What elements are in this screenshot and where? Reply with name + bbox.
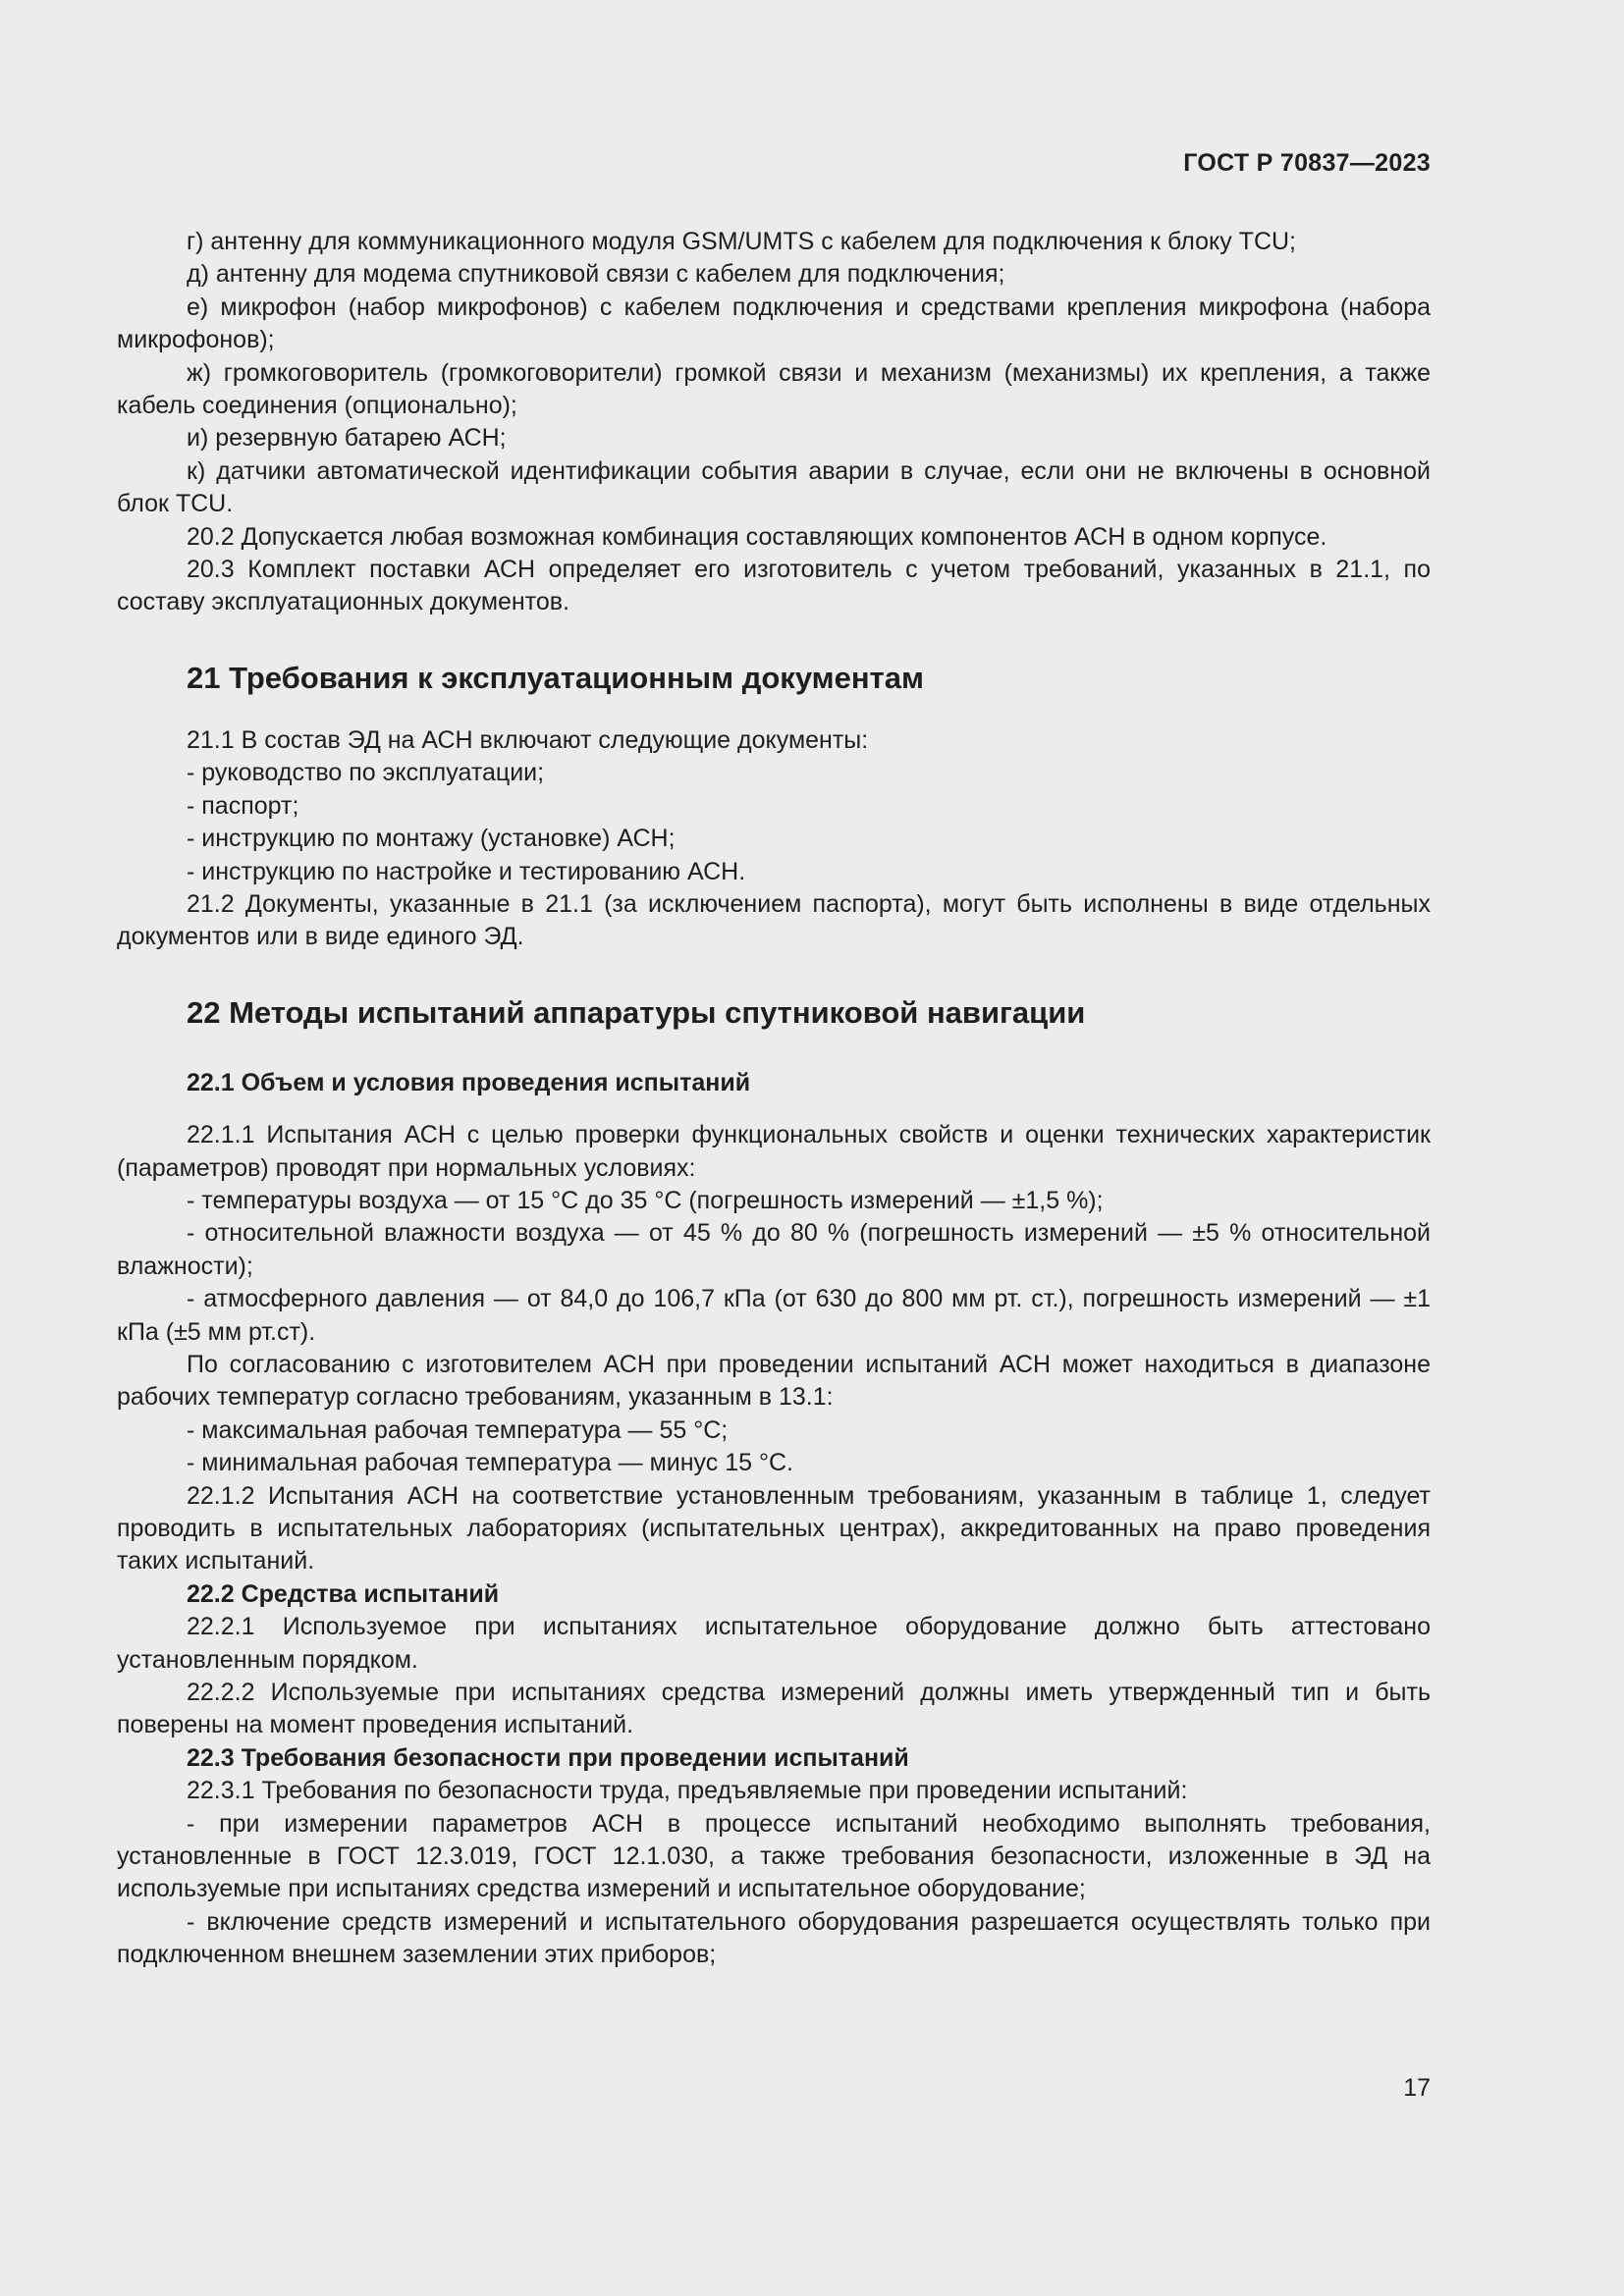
list-item: к) датчики автоматической идентификации события аварии в случае, если они не включены в основной блок TCU.	[117, 456, 1431, 518]
list-item: - руководство по эксплуатации;	[187, 759, 545, 787]
list-item: е) микрофон (набор микрофонов) с кабелем подключения и средствами крепления микрофона (набора микрофонов);	[117, 293, 1431, 354]
list-item: - атмосферного давления — от 84,0 до 106,7 кПа (от 630 до 800 мм рт. ст.), погрешность измерений — ±1 кПа (±5 мм рт.ст).	[117, 1285, 1431, 1346]
list-item: д) антенну для модема спутниковой связи с кабелем для подключения;	[187, 260, 1005, 289]
list-item: - паспорт;	[187, 791, 299, 820]
list-item: - инструкцию по монтажу (установке) АСН;	[187, 825, 676, 853]
list-item: - относительной влажности воздуха — от 45 % до 80 % (погрешность измерений — ±5 % относительной влажности);	[117, 1219, 1431, 1280]
clause-paragraph: 22.2.1 Используемое при испытаниях испытательное оборудование должно быть аттестовано установленным порядком.	[117, 1613, 1431, 1674]
document-body	[117, 226, 1431, 1972]
section-heading-21: 21 Требования к эксплуатационным документам	[187, 660, 924, 695]
clause-paragraph: 22.1.2 Испытания АСН на соответствие установленным требованиям, указанным в таблице 1, следует проводить в испытательных лабораториях (испытательных центрах), аккредитованных на право проведения таких испытаний.	[117, 1481, 1431, 1575]
list-item: - при измерении параметров АСН в процессе испытаний необходимо выполнять требования, установленные в ГОСТ 12.3.019, ГОСТ 12.1.030, а также требования безопасности, изложенные в ЭД на используемые при испытаниях средства измерений и испытательное оборудование;	[117, 1809, 1431, 1903]
section-heading-22: 22 Методы испытаний аппаратуры спутниковой навигации	[187, 994, 1086, 1030]
clause-paragraph: По согласованию с изготовителем АСН при проведении испытаний АСН может находиться в диапазоне рабочих температур согласно требованиям, указанным в 13.1:	[117, 1350, 1431, 1412]
list-item: - максимальная рабочая температура — 55 °С;	[187, 1415, 729, 1444]
clause-paragraph: 20.3 Комплект поставки АСН определяет его изготовитель с учетом требований, указанных в 21.1, по составу эксплуатационных документов.	[117, 556, 1431, 616]
subsection-heading-22-3: 22.3 Требования безопасности при проведении испытаний	[187, 1743, 909, 1772]
subsection-heading-22-2: 22.2 Средства испытаний	[187, 1579, 500, 1608]
clause-paragraph: 22.1.1 Испытания АСН с целью проверки функциональных свойств и оценки технических характеристик (параметров) проводят при нормальных условиях:	[117, 1121, 1431, 1182]
subsection-heading-22-1: 22.1 Объем и условия проведения испытаний	[187, 1068, 751, 1096]
list-item: и) резервную батарею АСН;	[187, 424, 507, 453]
list-item: ж) громкоговоритель (громкоговорители) громкой связи и механизм (механизмы) их крепления, а также кабель соединения (опционально);	[117, 358, 1431, 420]
list-item: - включение средств измерений и испытательного оборудования разрешается осуществлять только при подключенном внешнем заземлении этих приборов;	[117, 1907, 1431, 1969]
list-item: - инструкцию по настройке и тестированию АСН.	[187, 857, 746, 885]
clause-paragraph: 21.1 В состав ЭД на АСН включают следующие документы:	[187, 725, 869, 754]
list-item: - минимальная рабочая температура — минус 15 °С.	[187, 1449, 793, 1477]
list-item: г) антенну для коммуникационного модуля GSM/UMTS с кабелем для подключения к блоку TCU;	[187, 228, 1297, 255]
clause-paragraph: 20.2 Допускается любая возможная комбинация составляющих компонентов АСН в одном корпусе.	[187, 522, 1327, 551]
clause-paragraph: 21.2 Документы, указанные в 21.1 (за исключением паспорта), могут быть исполнены в виде отдельных документов или в виде единого ЭД.	[117, 889, 1431, 951]
clause-paragraph: 22.3.1 Требования по безопасности труда, предъявляемые при проведении испытаний:	[187, 1777, 1188, 1805]
list-item: - температуры воздуха — от 15 °С до 35 °С (погрешность измерений — ±1,5 %);	[187, 1186, 1104, 1214]
page-number: 17	[1403, 2074, 1431, 2102]
document-code: ГОСТ Р 70837—2023	[1183, 149, 1431, 177]
clause-paragraph: 22.2.2 Используемые при испытаниях средства измерений должны иметь утвержденный тип и быть поверены на момент проведения испытаний.	[117, 1679, 1431, 1739]
